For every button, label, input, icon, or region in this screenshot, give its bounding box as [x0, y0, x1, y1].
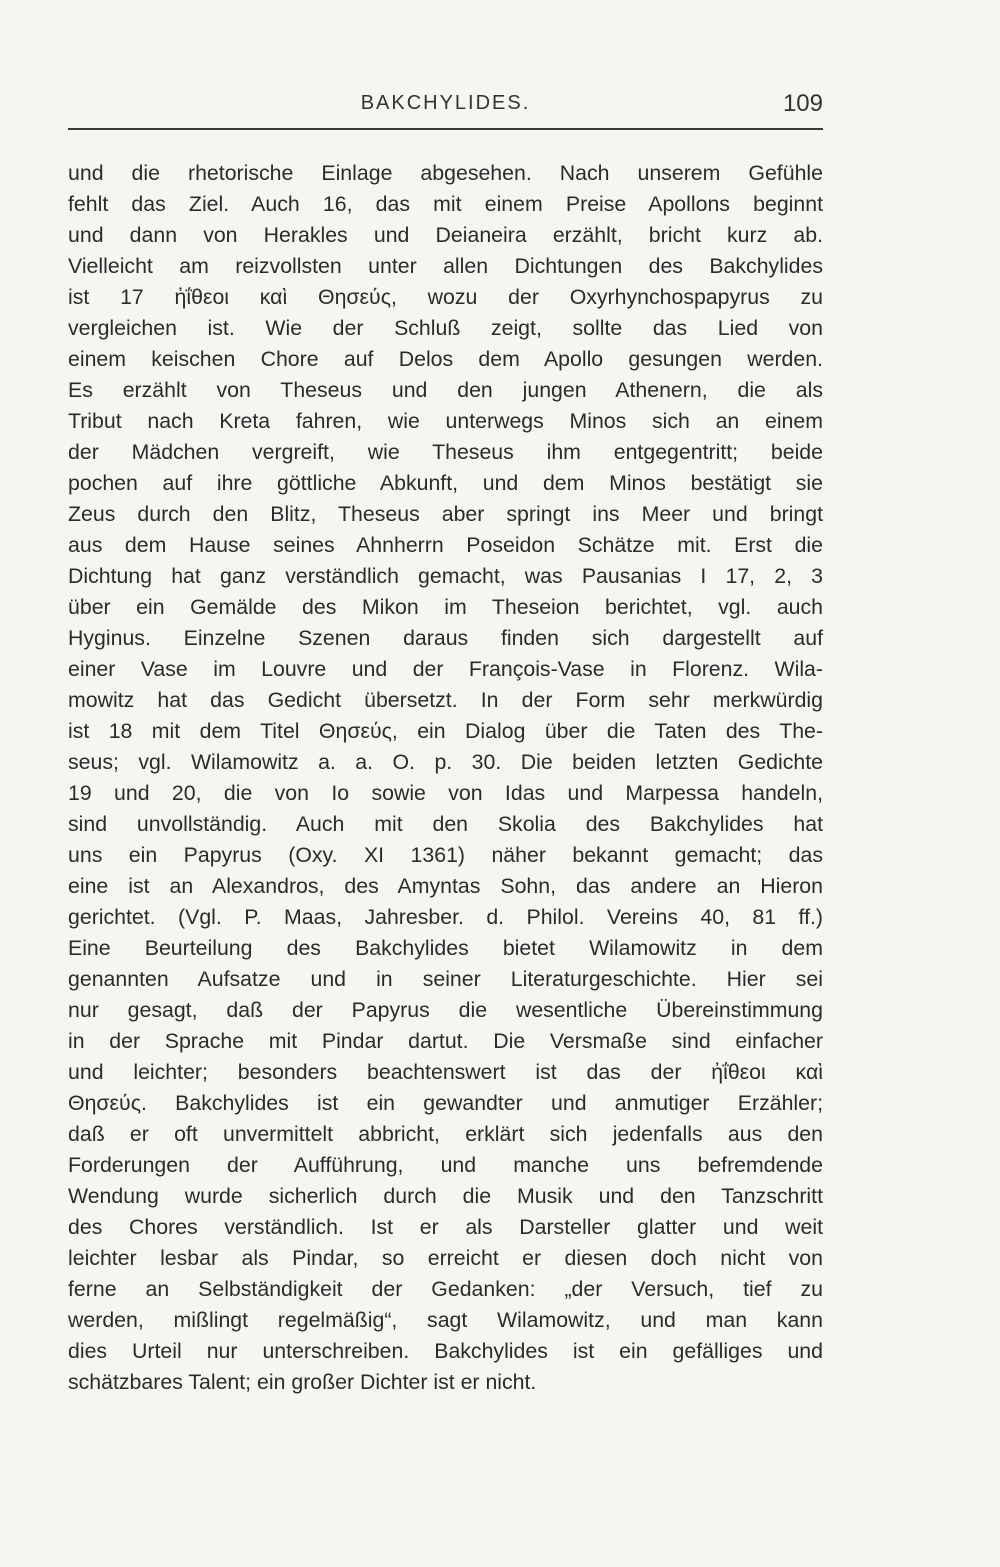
text-line: und die rhetorische Einlage abgesehen. Nach unserem Gefühle	[68, 161, 823, 185]
text-line: nur gesagt, daß der Papyrus die wesentliche Übereinstimmung	[68, 998, 823, 1022]
text-line: ist 17 ἠΐθεοι καὶ Θησεύς, wozu der Oxyrhynchospapyrus zu	[68, 285, 823, 309]
text-line: Forderungen der Aufführung, und manche uns befremdende	[68, 1153, 823, 1177]
text-line: uns ein Papyrus (Oxy. XI 1361) näher bekannt gemacht; das	[68, 843, 823, 867]
text-line: ist 18 mit dem Titel Θησεύς, ein Dialog über die Taten des The-	[68, 719, 823, 743]
text-line: des Chores verständlich. Ist er als Darsteller glatter und weit	[68, 1215, 823, 1239]
text-line: seus; vgl. Wilamowitz a. a. O. p. 30. Die beiden letzten Gedichte	[68, 750, 823, 774]
text-line: genannten Aufsatze und in seiner Literaturgeschichte. Hier sei	[68, 967, 823, 991]
page-header	[68, 92, 823, 132]
text-line: und leichter; besonders beachtenswert ist das der ἠΐθεοι καὶ	[68, 1060, 823, 1084]
text-line: Wendung wurde sicherlich durch die Musik und den Tanzschritt	[68, 1184, 823, 1208]
text-line: über ein Gemälde des Mikon im Theseion berichtet, vgl. auch	[68, 595, 823, 619]
body-text	[68, 158, 823, 1398]
text-line: Es erzählt von Theseus und den jungen Athenern, die als	[68, 378, 823, 402]
text-line: Hyginus. Einzelne Szenen daraus finden sich dargestellt auf	[68, 626, 823, 650]
text-line: daß er oft unvermittelt abbricht, erklärt sich jedenfalls aus den	[68, 1122, 823, 1146]
text-line: in der Sprache mit Pindar dartut. Die Versmaße sind einfacher	[68, 1029, 823, 1053]
text-line: schätzbares Talent; ein großer Dichter ist er nicht.	[68, 1370, 537, 1394]
text-line: gerichtet. (Vgl. P. Maas, Jahresber. d. Philol. Vereins 40, 81 ff.)	[68, 905, 823, 929]
text-line: pochen auf ihre göttliche Abkunft, und dem Minos bestätigt sie	[68, 471, 823, 495]
text-line: vergleichen ist. Wie der Schluß zeigt, sollte das Lied von	[68, 316, 823, 340]
text-line: einer Vase im Louvre und der François-Vase in Florenz. Wila-	[68, 657, 823, 681]
text-line: sind unvollständig. Auch mit den Skolia des Bakchylides hat	[68, 812, 823, 836]
text-line: ferne an Selbständigkeit der Gedanken: „der Versuch, tief zu	[68, 1277, 823, 1301]
page-number: 109	[782, 90, 823, 117]
text-line: 19 und 20, die von Io sowie von Idas und Marpessa handeln,	[68, 781, 823, 805]
text-line: Zeus durch den Blitz, Theseus aber springt ins Meer und bringt	[68, 502, 823, 526]
text-line: Dichtung hat ganz verständlich gemacht, was Pausanias I 17, 2, 3	[68, 564, 823, 588]
text-line: fehlt das Ziel. Auch 16, das mit einem Preise Apollons beginnt	[68, 192, 823, 216]
text-line: aus dem Hause seines Ahnherrn Poseidon Schätze mit. Erst die	[68, 533, 823, 557]
text-line: dies Urteil nur unterschreiben. Bakchylides ist ein gefälliges und	[68, 1339, 823, 1363]
text-line: und dann von Herakles und Deianeira erzählt, bricht kurz ab.	[68, 223, 823, 247]
running-title: BAKCHYLIDES.	[360, 92, 531, 114]
text-line: einem keischen Chore auf Delos dem Apollo gesungen werden.	[68, 347, 823, 371]
text-line: der Mädchen vergreift, wie Theseus ihm entgegentritt; beide	[68, 440, 823, 464]
header-rule	[68, 128, 823, 130]
text-line: Θησεύς. Bakchylides ist ein gewandter und anmutiger Erzähler;	[68, 1091, 823, 1115]
text-line: werden, mißlingt regelmäßig“, sagt Wilamowitz, und man kann	[68, 1308, 823, 1332]
text-line: Eine Beurteilung des Bakchylides bietet Wilamowitz in dem	[68, 936, 823, 960]
text-line: mowitz hat das Gedicht übersetzt. In der Form sehr merkwürdig	[68, 688, 823, 712]
text-line: eine ist an Alexandros, des Amyntas Sohn, das andere an Hieron	[68, 874, 823, 898]
text-line: Tribut nach Kreta fahren, wie unterwegs Minos sich an einem	[68, 409, 823, 433]
text-line: leichter lesbar als Pindar, so erreicht er diesen doch nicht von	[68, 1246, 823, 1270]
text-line: Vielleicht am reizvollsten unter allen Dichtungen des Bakchylides	[68, 254, 823, 278]
